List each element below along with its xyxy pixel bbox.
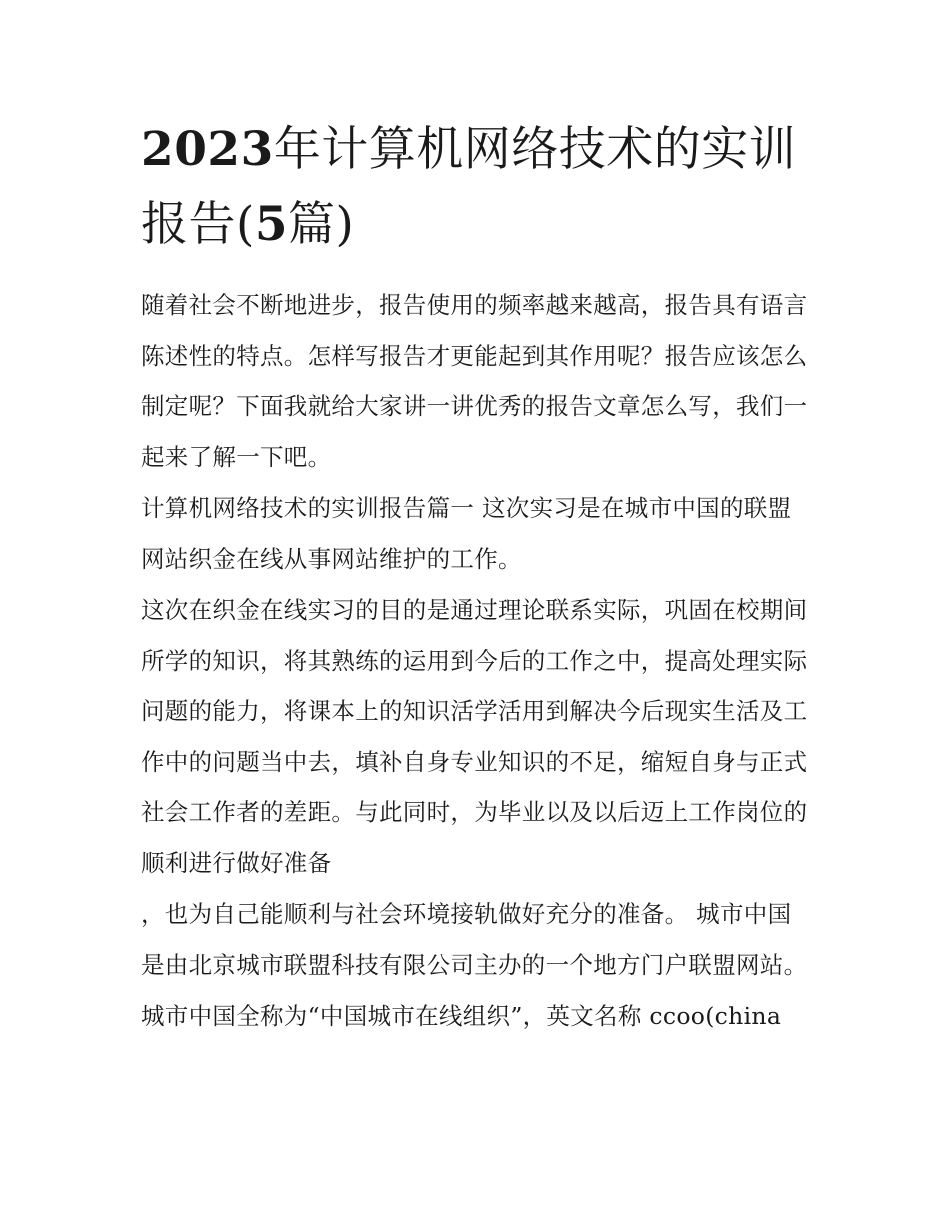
paragraph-ccoo: 城市中国全称为“中国城市在线组织”，英文名称 ccoo(china <box>141 1002 782 1030</box>
document-title <box>141 112 813 262</box>
title-text: 年计算机网络技术的实训报告( <box>141 122 797 252</box>
paragraph-purpose: 这次在织金在线实习的目的是通过理论联系实际，巩固在校期间所学的知识，将其熟练的运用到今后的工作之中，提高处理实际问题的能力，将课本上的知识活学活用到解决今后现实生活及工作中的问题当中去，填补自身专业知识的不足，缩短自身与正式社会工作者的差距。与此同时，为毕业以及以后迈上工作岗位的顺利进行做好准备 <box>141 596 808 877</box>
title-suffix: 篇) <box>288 197 355 252</box>
paragraph-intro: 随着社会不断地进步，报告使用的频率越来越高，报告具有语言陈述性的特点。怎样写报告才更能起到其作用呢？报告应该怎么制定呢？下面我就给大家讲一讲优秀的报告文章怎么写，我们一起来了解一下吧。 <box>141 291 808 471</box>
title-count: 5 <box>254 197 289 252</box>
paragraph-preparation: ，也为自己能顺利与社会环境接轨做好充分的准备。 城市中国是由北京城市联盟科技有限公司主办的一个地方门户联盟网站。 <box>141 900 808 979</box>
title-year: 2023 <box>141 122 274 177</box>
document-page <box>141 112 813 1043</box>
paragraph-section-one: 计算机网络技术的实训报告篇一 这次实习是在城市中国的联盟网站织金在线从事网站维护的工作。 <box>141 494 792 573</box>
